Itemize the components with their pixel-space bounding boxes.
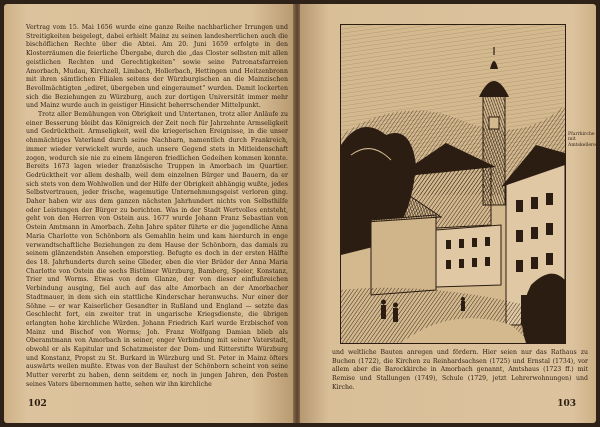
paragraph: und weltliche Bauten anregen und fördern. Hier seien nur das Rathaus zu Buchen (1722), die Kirchen zu Reinhardsachsen (1725) und Ernstal (1734), vor allem aber die Barockkirche in Amorbach genannt, Amtshaus (1723 ff.) mit Remise und Stallungen (1749), Schule (1729, jetzt Lehrerwohnungen) und Kirche. [332, 349, 588, 391]
left-page [4, 4, 294, 423]
paragraph: Trotz aller Bemühungen von Obrigkeit und Untertanen, trotz aller Anläufe zu einer Besserung bleibt das Königreich der Zeit noch für Jahrzehnte Armseligkeit und Gedrücktheit. Armseligkeit, weil die kriegerischen Ereignisse, in die unser ohnmächtiges Vaterland durch seine Nachbarn, namentlich durch Frankreich, immer wieder verwickelt wurde, auch unsere Gegend stets in Mitleidenschaft zogen, wodurch sie nie zu einem längeren friedlichen Gedeihen kommen konnte. Bereits 1673 lagen wieder französische Truppen in Amorbach im Quartier. Gedrücktheit vor allem deshalb, weil dem einzelnen Bürger und Bauern, da er sich stets von dem Wohlwollen und der Hilfe der Obrigkeit abhängig wußte, jedes Selbstvertrauen, jeder frische, wagemutige Unternehmungsgeist verloren ging. Daher haben wir aus dem ganzen nächsten Jahrhundert nichts von Selbsthilfe oder Leistungen der Bürger zu berichten. Was in der Stadt Wertvolles entsteht, geht von den Herren von Ostein aus. 1677 wurde Johann Franz Sebastian von Ostein Amtmann in Amorbach. Zehn Jahre später führte er die jugendliche Anna Maria Charlotte von Schönborn als Gemahlin heim und kam hierdurch in enge verwandtschaftliche Beziehungen zu dem Hause der Schönborn, das damals zu seinem glänzendsten Ansehen emporstieg. Befugte es doch in der ersten Hälfte des 18. Jahrhunderts durch seine Glieder, eben die vier Brüder der Anna Maria Charlotte von Ostein die sechs Bistümer Würzburg, Bamberg, Speier, Konstanz, Trier und Worms. Etwas von dem Glanze, der von dieser einflußreichen Verbindung ausging, fiel auch auf das alte Amorbach an der Amorbacher Stadtmauer, in dem sich ein stattliche Kinderschar heranwuchs. Nur einer der Söhne — er war Kaiserlicher Gesandter in Rußland und England — setzte das Geschlecht fort, ein zweiter trat in ungarische Kriegsdienste, die übrigen erlangten hohe kirchliche Würden. Johann Friedrich Karl wurde Erzbischof von Mainz und Bischof von Worms; Joh. Franz Wolfgang Damian blieb als Oberamtmann von Amorbach in seiner, enger Verbindung mit seiner Vaterstadt, obwohl er als Kapitular und Schatzmeister der Dom- und Ritterstifte Würzburg und Konstanz, Propst zu St. Burkard in Würzburg und St. Peter in Mainz öfters auswärts weilen mußte. Etwas von der Baulust der Schönborn scheint von seine Mutter vererbt zu haben, denn seitdem er, noch in jungen Jahren, den Posten seines Vaters übernommen hatte, sehen wir ihn kirchliche [26, 111, 288, 388]
church-town-woodcut-image [341, 25, 565, 343]
left-page-text [26, 24, 288, 390]
right-page-text [332, 349, 588, 393]
right-page [300, 4, 596, 423]
page-number: 103 [557, 399, 576, 409]
illustration-caption: Pfarrkirche mit Amtskellerei [568, 132, 598, 148]
woodcut-illustration [340, 24, 566, 344]
page-number: 102 [28, 399, 47, 409]
paragraph: Vertrag vom 15. Mai 1656 wurde eine ganze Reihe nachbarlicher Irrungen und Streitigkeiten beigelegt, dabei erhielt Mainz zu seinen landesherrlichen auch die bischöflichen Rechte über die Abtei. Am 20. Juni 1659 erfolgte in den Klosterräumen die feierliche Übergabe, durch die „das Closter selbsten mit allen geistlichen Rechten und Gerechtigkeiten“ sowie seine Patronatsfarreien Amorbach, Mudau, Kirchzell, Limbach, Hollerbach, Hettingen und Heitzenbronn mit ihren sämtlichen Filialen seitens der Würzburgischen an die Mainzischen Bevollmächtigten „ediret, übergeben und eingeraumet“ wurden. Damit lockerten sich die Beziehungen zu Würzburg, auch zur dortigen Universität immer mehr und Mainz wurde auch in geistiger Hinsicht beherrschender Mittelpunkt. [26, 24, 288, 110]
